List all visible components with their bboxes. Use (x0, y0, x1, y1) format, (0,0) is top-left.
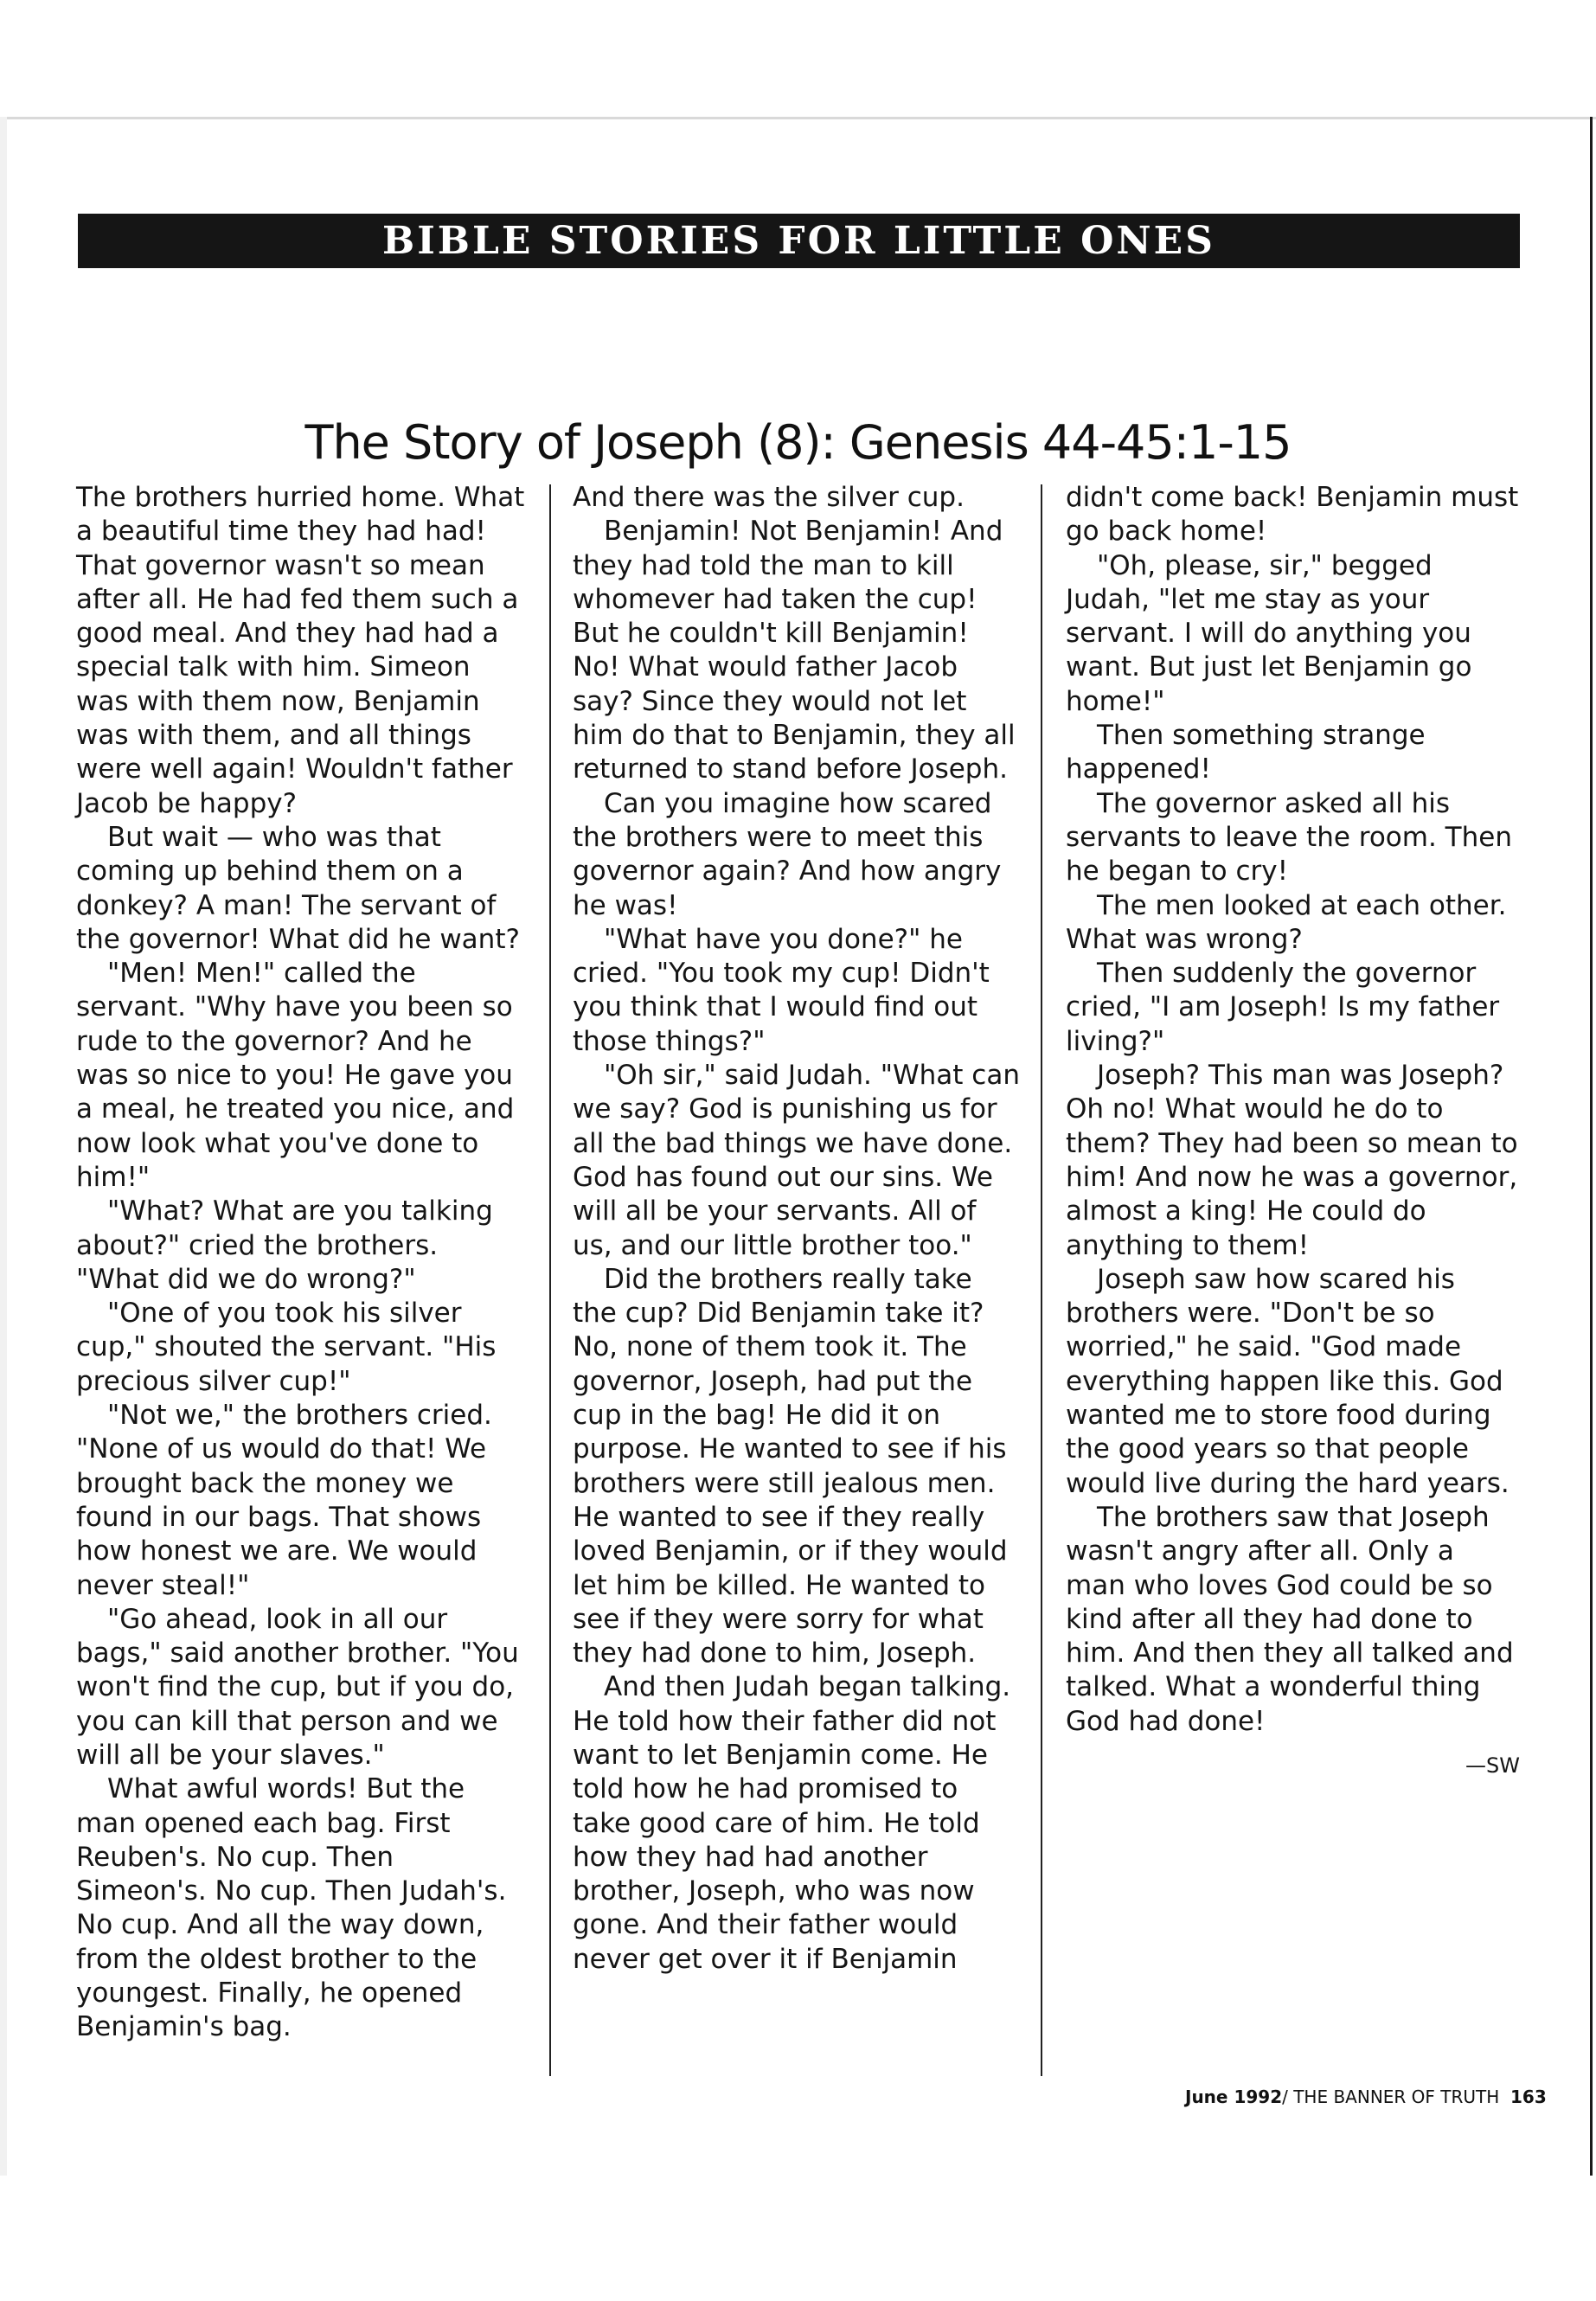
author-signature: —SW (1465, 1753, 1520, 1778)
column-divider (549, 484, 551, 2076)
paragraph: The brothers hurried home. What a beautiful time they had had! That governor wasn't so mean after all. He had fed them such a good meal. And they had had a special talk with him. Simeon was with them now, Benjamin was with them, and all things were well again! Wouldn't father Jacob be happy? (76, 482, 525, 819)
section-banner: BIBLE STORIES FOR LITTLE ONES (78, 214, 1520, 268)
paragraph: "What have you done?" he cried. "You took my cup! Didn't you think that I would find out those things?" (573, 923, 990, 1057)
paragraph: didn't come back! Benjamin must go back home! (1066, 482, 1519, 548)
paragraph: "One of you took his silver cup," shouted the servant. "His precious silver cup!" (76, 1298, 497, 1397)
paragraph: "What? What are you talking about?" cried the brothers. "What did we do wrong?" (76, 1195, 493, 1295)
page-footer (1185, 2086, 1547, 2107)
article-column-3 (1066, 481, 1520, 2081)
paragraph: Can you imagine how scared the brothers were to meet this governor again? And how angry he was! (573, 787, 1002, 921)
paragraph: And there was the silver cup. (573, 482, 965, 513)
paragraph: What awful words! But the man opened each bag. First Reuben's. No cup. Then Simeon's. No cup. Then Judah's. No cup. And all the way down, from the oldest brother to the youngest. Finally, he opened Benjamin's bag. (76, 1773, 507, 2043)
paragraph: Joseph? This man was Joseph? Oh no! What would he do to them? They had been so mean to him! And now he was a governor, almost a king! He could do anything to them! (1066, 1060, 1518, 1261)
paragraph: "Oh sir," said Judah. "What can we say? God is punishing us for all the bad things we have done. God has found out our sins. We will all be your servants. All of us, and our little brother too." (573, 1060, 1020, 1261)
paragraph: "Men! Men!" called the servant. "Why have you been so rude to the governor? And he was so nice to you! He gave you a meal, he treated you nice, and now look what you've done to him!" (76, 958, 515, 1193)
paragraph: Joseph saw how scared his brothers were. "Don't be so worried," he said. "God made everything happen like this. God wanted me to store food during the good years so that people would live during the hard years. (1066, 1263, 1509, 1499)
paragraph: "Oh, please, sir," begged Judah, "let me stay as your servant. I will do anything you want. But just let Benjamin go home!" (1066, 549, 1472, 717)
footer-magazine: / THE BANNER OF TRUTH (1282, 2086, 1500, 2107)
paragraph: Then suddenly the governor cried, "I am Joseph! Is my father living?" (1066, 958, 1500, 1057)
paragraph: Benjamin! Not Benjamin! And they had told the man to kill whomever had taken the cup! But he couldn't kill Benjamin! No! What would father Jacob say? Since they would not let him do that to Benjamin, they all returned to stand before Joseph. (573, 516, 1016, 785)
paragraph: The men looked at each other. What was wrong? (1066, 889, 1507, 955)
page-number: 163 (1510, 2086, 1547, 2107)
paragraph: "Not we," the brothers cried. "None of us would do that! We brought back the money we found in our bags. That shows how honest we are. We would never steal!" (76, 1400, 492, 1601)
paragraph: "Go ahead, look in all our bags," said another brother. "You won't find the cup, but if you do, you can kill that person and we will all be your slaves." (76, 1603, 519, 1771)
paragraph: Did the brothers really take the cup? Did Benjamin take it? No, none of them took it. The governor, Joseph, had put the cup in the bag! He did it on purpose. He wanted to see if his brothers were still jealous men. He wanted to see if they really loved Benjamin, or if they would let him be killed. He wanted to see if they were sorry for what they had done to him, Joseph. (573, 1263, 1008, 1670)
page-edge (0, 117, 1596, 119)
paragraph: But wait — who was that coming up behind them on a donkey? A man! The servant of the governor! What did he want? (76, 821, 520, 955)
footer-date: June 1992 (1185, 2086, 1283, 2107)
paragraph: The brothers saw that Joseph wasn't angry after all. Only a man who loves God could be so kind after all they had done to him. And then they all talked and talked. What a wonderful thing God had done! (1066, 1501, 1514, 1737)
article-column-2 (573, 481, 1022, 2081)
paragraph: And then Judah began talking. He told how their father did not want to let Benjamin come. He told how he had promised to take good care of him. He told how they had had another brother, Joseph, who was now gone. And their father would never get over it if Benjamin (573, 1671, 1011, 1975)
paragraph: Then something strange happened! (1066, 720, 1426, 785)
article-title: The Story of Joseph (8): Genesis 44-45:1-15 (304, 415, 1292, 470)
article-column-1 (76, 481, 526, 2081)
column-divider (1041, 484, 1042, 2076)
paragraph: The governor asked all his servants to leave the room. Then he began to cry! (1066, 787, 1512, 888)
